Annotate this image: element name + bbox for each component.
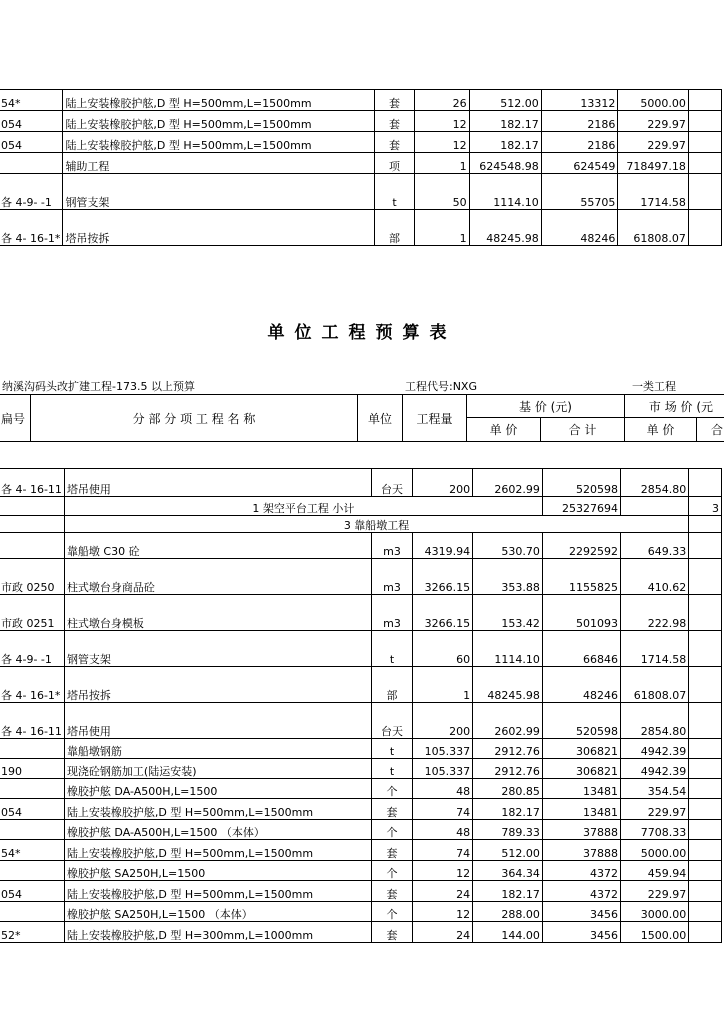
item-name: 陆上安装橡胶护舷,D 型 H=300mm,L=1000mm: [64, 922, 371, 943]
table-row: [0, 210, 722, 246]
market-total-cell: [689, 516, 722, 533]
base-unit-price: 2912.76: [473, 739, 543, 759]
base-unit-price: 182.17: [473, 799, 543, 820]
header-qty: 工程量: [402, 394, 467, 442]
table-row: [0, 631, 722, 667]
item-unit: m3: [372, 533, 412, 559]
item-unit: 个: [372, 861, 412, 881]
market-unit-price: 1714.58: [620, 631, 688, 667]
table-row: [0, 703, 722, 739]
table-row: [0, 174, 722, 210]
market-unit-price: 1500.00: [620, 922, 688, 943]
item-code: 054: [0, 111, 63, 132]
item-code: 各 4-9- -1: [0, 174, 63, 210]
base-unit-price: 48245.98: [473, 667, 543, 703]
base-unit-price: 280.85: [473, 779, 543, 799]
base-unit-price: 530.70: [473, 533, 543, 559]
item-unit: 套: [375, 132, 414, 153]
market-unit-price: 649.33: [620, 533, 688, 559]
table-row: [0, 820, 722, 840]
base-total: 37888: [542, 820, 620, 840]
item-code: 各 4- 16-11: [0, 703, 64, 739]
item-quantity: 1: [412, 667, 473, 703]
item-name: 陆上安装橡胶护舷,D 型 H=500mm,L=1500mm: [63, 90, 375, 111]
base-unit-price: 182.17: [469, 111, 541, 132]
base-total: 4372: [542, 881, 620, 902]
market-unit-price: 7708.33: [620, 820, 688, 840]
header-name: 分 部 分 项 工 程 名 称: [30, 394, 358, 442]
item-quantity: 12: [414, 111, 469, 132]
market-unit-price: 718497.18: [618, 153, 689, 174]
market-price-cell: [620, 497, 688, 516]
table-row: [0, 559, 722, 595]
item-unit: 套: [375, 111, 414, 132]
item-unit: 部: [372, 667, 412, 703]
market-total-cell: [689, 861, 722, 881]
item-code: [0, 153, 63, 174]
item-name: 靠船墩钢筋: [64, 739, 371, 759]
base-total: 306821: [542, 759, 620, 779]
base-total: 520598: [542, 703, 620, 739]
subtotal-base-total: 25327694: [542, 497, 620, 516]
budget-table-bottom: [0, 468, 722, 943]
item-name: 钢管支架: [64, 631, 371, 667]
item-unit: 套: [372, 922, 412, 943]
header-market: 市 场 价 (元: [624, 394, 724, 418]
base-unit-price: 182.17: [473, 881, 543, 902]
header-code: 扁号: [0, 394, 31, 442]
base-total: 2292592: [542, 533, 620, 559]
base-total: 2186: [541, 111, 618, 132]
market-total-cell: [689, 881, 722, 902]
base-unit-price: 2602.99: [473, 469, 543, 497]
base-total: 4372: [542, 861, 620, 881]
page-title: 单位工程预算表: [267, 323, 457, 343]
item-name: 辅助工程: [63, 153, 375, 174]
market-unit-price: 5000.00: [620, 840, 688, 861]
base-total: 1155825: [542, 559, 620, 595]
market-unit-price: 61808.07: [618, 210, 689, 246]
table-row: [0, 667, 722, 703]
item-name: 现浇砼钢筋加工(陆运安装): [64, 759, 371, 779]
project-name: 纳溪沟码头改扩建工程-173.5 以上预算: [2, 380, 195, 393]
base-total: 55705: [541, 174, 618, 210]
item-unit: 套: [372, 799, 412, 820]
base-unit-price: 512.00: [473, 840, 543, 861]
item-name: 塔吊使用: [64, 703, 371, 739]
item-unit: 套: [375, 90, 414, 111]
item-name: 塔吊使用: [64, 469, 371, 497]
item-name: 塔吊按拆: [64, 667, 371, 703]
base-unit-price: 789.33: [473, 820, 543, 840]
item-unit: t: [375, 174, 414, 210]
market-unit-price: 1714.58: [618, 174, 689, 210]
item-code: 054: [0, 881, 64, 902]
base-unit-price: 48245.98: [469, 210, 541, 246]
market-total-cell: [689, 703, 722, 739]
item-name: 柱式墩台身模板: [64, 595, 371, 631]
item-quantity: 105.337: [412, 759, 473, 779]
item-unit: 个: [372, 820, 412, 840]
table-row: [0, 739, 722, 759]
table-row: [0, 111, 722, 132]
item-name: 陆上安装橡胶护舷,D 型 H=500mm,L=1500mm: [64, 881, 371, 902]
market-total-cell: [689, 667, 722, 703]
item-code: [0, 820, 64, 840]
table-row: [0, 516, 722, 533]
item-quantity: 200: [412, 703, 473, 739]
item-quantity: 12: [414, 132, 469, 153]
table-row: [0, 799, 722, 820]
base-unit-price: 288.00: [473, 902, 543, 922]
market-total-cell: [688, 174, 721, 210]
market-unit-price: 61808.07: [620, 667, 688, 703]
item-quantity: 24: [412, 922, 473, 943]
market-unit-price: 229.97: [618, 111, 689, 132]
base-total: 2186: [541, 132, 618, 153]
market-unit-price: 354.54: [620, 779, 688, 799]
table-row: [0, 533, 722, 559]
market-total-cell: [689, 902, 722, 922]
market-total-cell: [689, 759, 722, 779]
project-category: 一类工程: [632, 380, 676, 393]
header-base-total: 合 计: [540, 417, 625, 442]
code-cell: [0, 497, 64, 516]
market-total-cell: [689, 799, 722, 820]
base-unit-price: 2602.99: [473, 703, 543, 739]
market-total-cell: [689, 840, 722, 861]
market-total-cell: [688, 132, 721, 153]
base-total: 48246: [541, 210, 618, 246]
table-row: [0, 861, 722, 881]
item-quantity: 74: [412, 799, 473, 820]
item-quantity: 50: [414, 174, 469, 210]
item-unit: 个: [372, 902, 412, 922]
base-total: 306821: [542, 739, 620, 759]
item-code: 各 4- 16-1*: [0, 667, 64, 703]
item-name: 橡胶护舷 DA-A500H,L=1500: [64, 779, 371, 799]
base-unit-price: 182.17: [469, 132, 541, 153]
item-name: 靠船墩 C30 砼: [64, 533, 371, 559]
base-total: 501093: [542, 595, 620, 631]
header-base: 基 价 (元): [466, 394, 625, 418]
table-row: [0, 881, 722, 902]
market-total-cell: [689, 559, 722, 595]
item-unit: 套: [372, 840, 412, 861]
table-row: [0, 759, 722, 779]
market-unit-price: 222.98: [620, 595, 688, 631]
item-name: 陆上安装橡胶护舷,D 型 H=500mm,L=1500mm: [63, 132, 375, 153]
market-total-cell: [689, 533, 722, 559]
item-quantity: 3266.15: [412, 559, 473, 595]
base-unit-price: 153.42: [473, 595, 543, 631]
item-code: 市政 0251: [0, 595, 64, 631]
item-code: [0, 533, 64, 559]
item-name: 陆上安装橡胶护舷,D 型 H=500mm,L=1500mm: [63, 111, 375, 132]
table-row: [0, 779, 722, 799]
item-unit: m3: [372, 559, 412, 595]
market-total-cell: [689, 922, 722, 943]
item-quantity: 48: [412, 779, 473, 799]
base-unit-price: 364.34: [473, 861, 543, 881]
subtotal-label: 1 架空平台工程 小计: [64, 497, 542, 516]
market-total-cell: [689, 779, 722, 799]
base-unit-price: 353.88: [473, 559, 543, 595]
market-unit-price: 2854.80: [620, 469, 688, 497]
item-name: 塔吊按拆: [63, 210, 375, 246]
market-unit-price: 229.97: [620, 799, 688, 820]
item-name: 陆上安装橡胶护舷,D 型 H=500mm,L=1500mm: [64, 799, 371, 820]
base-unit-price: 624548.98: [469, 153, 541, 174]
item-name: 陆上安装橡胶护舷,D 型 H=500mm,L=1500mm: [64, 840, 371, 861]
code-cell: [0, 516, 64, 533]
item-code: 54*: [0, 90, 63, 111]
market-total-cell: [689, 739, 722, 759]
item-quantity: 4319.94: [412, 533, 473, 559]
market-total-cell: [688, 210, 721, 246]
table-row: [0, 902, 722, 922]
item-quantity: 26: [414, 90, 469, 111]
market-unit-price: 5000.00: [618, 90, 689, 111]
item-code: [0, 779, 64, 799]
header-base-price: 单 价: [466, 417, 541, 442]
table-row: [0, 595, 722, 631]
market-total-cell: [689, 595, 722, 631]
subtotal-market-total: 3: [689, 497, 722, 516]
item-quantity: 24: [412, 881, 473, 902]
item-code: 市政 0250: [0, 559, 64, 595]
item-unit: 部: [375, 210, 414, 246]
header-unit: 单位: [357, 394, 403, 442]
base-total: 48246: [542, 667, 620, 703]
market-unit-price: 4942.39: [620, 759, 688, 779]
item-code: [0, 902, 64, 922]
market-unit-price: 4942.39: [620, 739, 688, 759]
item-code: 52*: [0, 922, 64, 943]
table-row: [0, 153, 722, 174]
item-quantity: 200: [412, 469, 473, 497]
item-quantity: 12: [412, 861, 473, 881]
item-code: [0, 739, 64, 759]
table-row: [0, 840, 722, 861]
base-total: 520598: [542, 469, 620, 497]
market-total-cell: [689, 469, 722, 497]
table-row: [0, 497, 722, 516]
base-unit-price: 2912.76: [473, 759, 543, 779]
item-quantity: 3266.15: [412, 595, 473, 631]
market-unit-price: 229.97: [620, 881, 688, 902]
table-header: [0, 394, 724, 442]
base-total: 13481: [542, 779, 620, 799]
item-quantity: 1: [414, 153, 469, 174]
item-unit: 项: [375, 153, 414, 174]
item-name: 橡胶护舷 SA250H,L=1500 （本体）: [64, 902, 371, 922]
item-quantity: 105.337: [412, 739, 473, 759]
market-unit-price: 2854.80: [620, 703, 688, 739]
market-unit-price: 459.94: [620, 861, 688, 881]
item-quantity: 48: [412, 820, 473, 840]
item-name: 柱式墩台身商品砼: [64, 559, 371, 595]
project-code: 工程代号:NXG: [405, 380, 477, 393]
table-row: [0, 132, 722, 153]
table-row: [0, 469, 722, 497]
base-total: 624549: [541, 153, 618, 174]
item-code: 54*: [0, 840, 64, 861]
item-unit: 台天: [372, 703, 412, 739]
table-row: [0, 922, 722, 943]
item-unit: 套: [372, 881, 412, 902]
market-unit-price: 3000.00: [620, 902, 688, 922]
budget-table-top: [0, 89, 722, 246]
item-unit: t: [372, 759, 412, 779]
market-unit-price: 229.97: [618, 132, 689, 153]
item-code: 054: [0, 132, 63, 153]
market-total-cell: [688, 153, 721, 174]
base-total: 66846: [542, 631, 620, 667]
item-unit: 台天: [372, 469, 412, 497]
item-code: 054: [0, 799, 64, 820]
item-code: 各 4- 16-1*: [0, 210, 63, 246]
item-unit: t: [372, 739, 412, 759]
item-unit: t: [372, 631, 412, 667]
header-market-price: 单 价: [624, 417, 697, 442]
item-code: 190: [0, 759, 64, 779]
item-quantity: 1: [414, 210, 469, 246]
market-total-cell: [689, 820, 722, 840]
base-unit-price: 1114.10: [469, 174, 541, 210]
item-code: 各 4- 16-11: [0, 469, 64, 497]
market-total-cell: [688, 90, 721, 111]
base-unit-price: 144.00: [473, 922, 543, 943]
item-code: 各 4-9- -1: [0, 631, 64, 667]
item-quantity: 74: [412, 840, 473, 861]
item-quantity: 60: [412, 631, 473, 667]
base-unit-price: 512.00: [469, 90, 541, 111]
item-unit: m3: [372, 595, 412, 631]
base-total: 3456: [542, 922, 620, 943]
table-row: [0, 90, 722, 111]
item-quantity: 12: [412, 902, 473, 922]
market-total-cell: [689, 631, 722, 667]
header-market-total: 合: [696, 417, 724, 442]
base-total: 37888: [542, 840, 620, 861]
item-name: 橡胶护舷 SA250H,L=1500: [64, 861, 371, 881]
item-name: 橡胶护舷 DA-A500H,L=1500 （本体）: [64, 820, 371, 840]
base-total: 13312: [541, 90, 618, 111]
item-name: 钢管支架: [63, 174, 375, 210]
item-unit: 个: [372, 779, 412, 799]
market-unit-price: 410.62: [620, 559, 688, 595]
item-code: [0, 861, 64, 881]
market-total-cell: [688, 111, 721, 132]
base-total: 3456: [542, 902, 620, 922]
base-total: 13481: [542, 799, 620, 820]
base-unit-price: 1114.10: [473, 631, 543, 667]
section-title: 3 靠船墩工程: [64, 516, 688, 533]
